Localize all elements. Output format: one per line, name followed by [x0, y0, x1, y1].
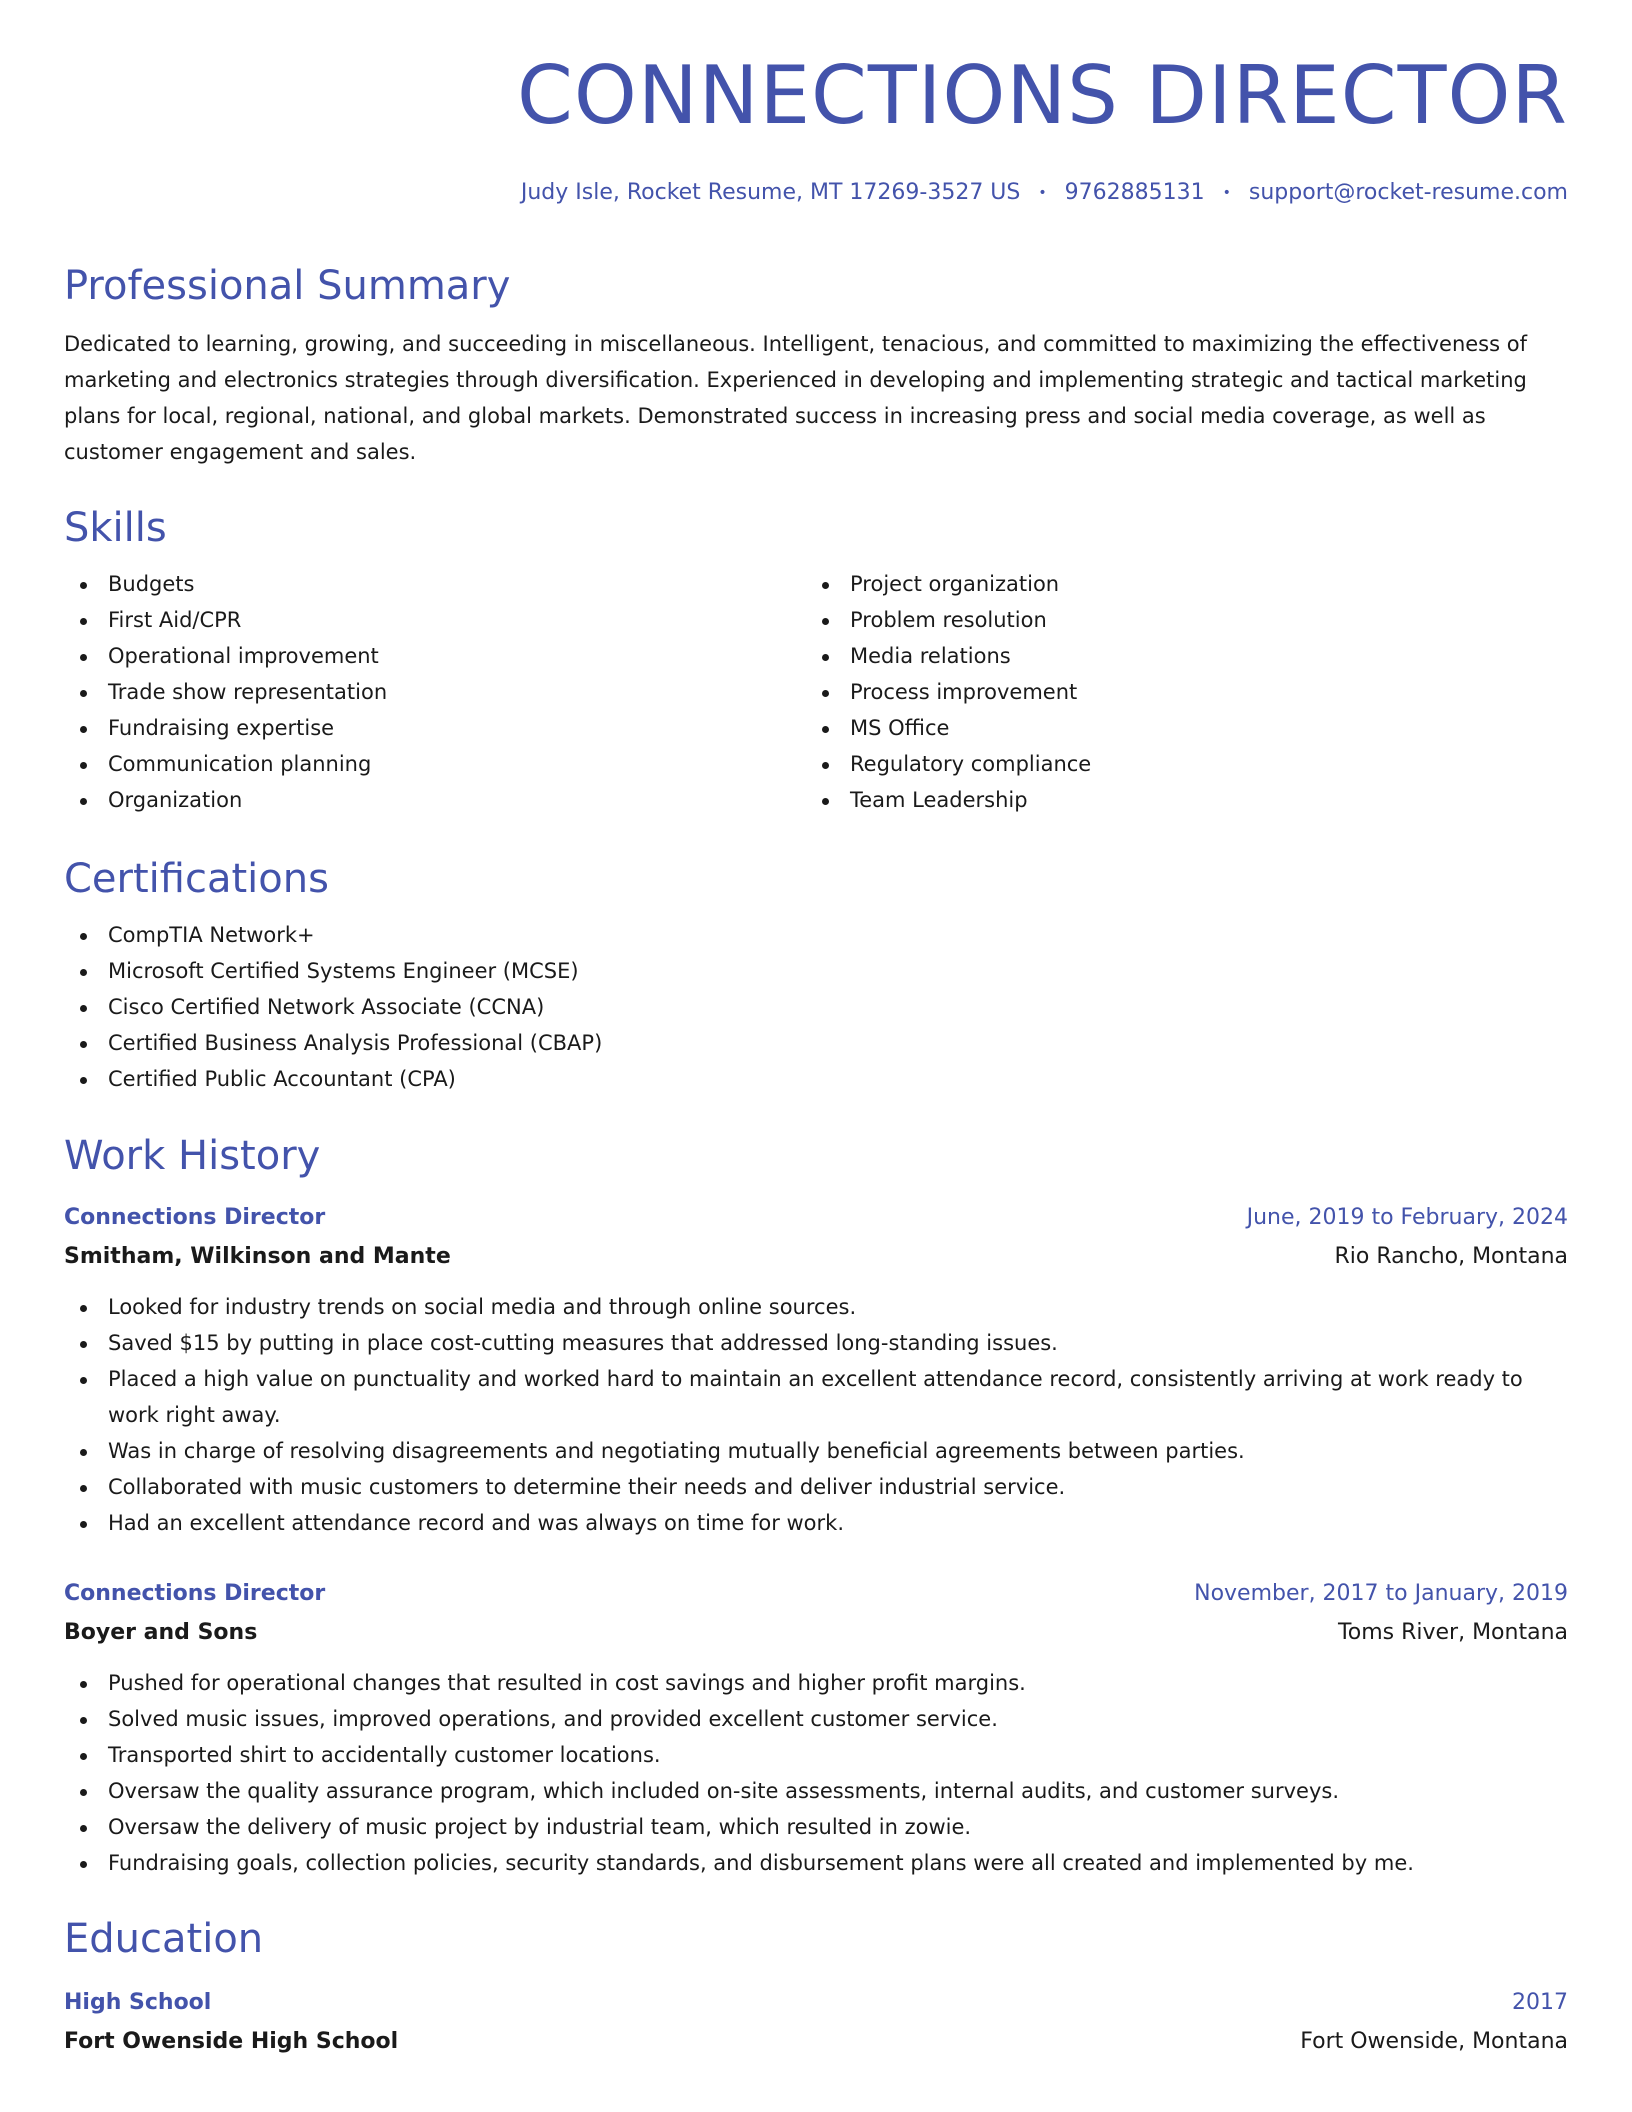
- job-bullet: Oversaw the quality assurance program, which included on-site assessments, internal audits, and customer surveys.: [64, 1773, 1568, 1809]
- skill-item: Operational improvement: [64, 638, 806, 674]
- job-bullet: Was in charge of resolving disagreements and negotiating mutually beneficial agreements between parties.: [64, 1433, 1568, 1469]
- job-bullet: Pushed for operational changes that resulted in cost savings and higher profit margins.: [64, 1665, 1568, 1701]
- skill-item: Organization: [64, 782, 806, 818]
- contact-address: Judy Isle, Rocket Resume, MT 17269-3527 US: [520, 180, 1021, 205]
- skill-item: Budgets: [64, 566, 806, 602]
- job-bullet: Fundraising goals, collection policies, security standards, and disbursement plans were all created and implemented by me.: [64, 1845, 1568, 1881]
- education-year: 2017: [1512, 1990, 1568, 2015]
- skills-section: [64, 504, 1568, 818]
- job-bullet: Placed a high value on punctuality and worked hard to maintain an excellent attendance record, consistently arriving at work ready to work right away.: [64, 1361, 1568, 1433]
- job-title: Connections Director: [64, 1205, 326, 1230]
- contact-email: support@rocket-resume.com: [1248, 180, 1568, 205]
- section-title-work-history: Work History: [64, 1133, 321, 1179]
- contact-separator: •: [1038, 184, 1047, 201]
- section-title-summary: Professional Summary: [64, 263, 511, 309]
- job-entry: [64, 1199, 1568, 1541]
- skill-item: Media relations: [806, 638, 1548, 674]
- skill-item: Trade show representation: [64, 674, 806, 710]
- job-bullets: [64, 1665, 1568, 1881]
- job-bullet: Solved music issues, improved operations, and provided excellent customer service.: [64, 1701, 1568, 1737]
- job-location: Rio Rancho, Montana: [1334, 1244, 1568, 1269]
- skill-item: Regulatory compliance: [806, 746, 1548, 782]
- skill-item: Process improvement: [806, 674, 1548, 710]
- skills-list-left: [64, 566, 806, 818]
- section-title-certifications: Certifications: [64, 856, 329, 902]
- certifications-list: [64, 917, 1568, 1097]
- section-title-education: Education: [64, 1916, 264, 1962]
- skills-list-right: [806, 566, 1548, 818]
- job-dates: June, 2019 to February, 2024: [1246, 1205, 1568, 1230]
- education-school: Fort Owenside High School: [64, 2029, 399, 2054]
- education-location: Fort Owenside, Montana: [1300, 2029, 1568, 2054]
- certification-item: CompTIA Network+: [64, 917, 1568, 953]
- work-history-section: [64, 1132, 1568, 1180]
- skill-item: Communication planning: [64, 746, 806, 782]
- summary-section: [64, 262, 1568, 470]
- job-dates: November, 2017 to January, 2019: [1194, 1581, 1568, 1606]
- job-bullet: Had an excellent attendance record and was always on time for work.: [64, 1505, 1568, 1541]
- job-company: Boyer and Sons: [64, 1620, 258, 1645]
- job-bullet: Saved $15 by putting in place cost-cutting measures that addressed long-standing issues.: [64, 1325, 1568, 1361]
- contact-phone: 9762885131: [1064, 180, 1205, 205]
- section-title-skills: Skills: [64, 505, 167, 551]
- job-bullet: Looked for industry trends on social media and through online sources.: [64, 1289, 1568, 1325]
- skill-item: Team Leadership: [806, 782, 1548, 818]
- summary-text: Dedicated to learning, growing, and succeeding in miscellaneous. Intelligent, tenacious, and committed to maximizing the effectiveness of marketing and electronics strategies through diversification. Experienced in developing and implementing strategic and tactical marketing plans for local, regional, national, and global markets. Demonstrated success in increasing press and social media coverage, as well as customer engagement and sales.: [64, 332, 1527, 464]
- certification-item: Microsoft Certified Systems Engineer (MCSE): [64, 953, 1568, 989]
- skill-item: Project organization: [806, 566, 1548, 602]
- job-entry: [64, 1575, 1568, 1881]
- skill-item: MS Office: [806, 710, 1548, 746]
- contact-separator: •: [1222, 184, 1231, 201]
- skill-item: First Aid/CPR: [64, 602, 806, 638]
- job-bullets: [64, 1289, 1568, 1541]
- certification-item: Cisco Certified Network Associate (CCNA): [64, 989, 1568, 1025]
- job-company: Smitham, Wilkinson and Mante: [64, 1244, 451, 1269]
- education-degree: High School: [64, 1990, 212, 2015]
- job-title: Connections Director: [64, 1581, 326, 1606]
- job-bullet: Collaborated with music customers to determine their needs and deliver industrial service.: [64, 1469, 1568, 1505]
- job-location: Toms River, Montana: [1338, 1620, 1568, 1645]
- job-bullet: Transported shirt to accidentally customer locations.: [64, 1737, 1568, 1773]
- resume-name-heading: CONNECTIONS DIRECTOR: [516, 49, 1568, 142]
- skill-item: Problem resolution: [806, 602, 1548, 638]
- certification-item: Certified Business Analysis Professional (CBAP): [64, 1025, 1568, 1061]
- skill-item: Fundraising expertise: [64, 710, 806, 746]
- education-section: [64, 1915, 1568, 1963]
- certification-item: Certified Public Accountant (CPA): [64, 1061, 1568, 1097]
- education-entry: [64, 1984, 1568, 2062]
- certifications-section: [64, 855, 1568, 1097]
- contact-line: [521, 180, 1568, 205]
- job-bullet: Oversaw the delivery of music project by industrial team, which resulted in zowie.: [64, 1809, 1568, 1845]
